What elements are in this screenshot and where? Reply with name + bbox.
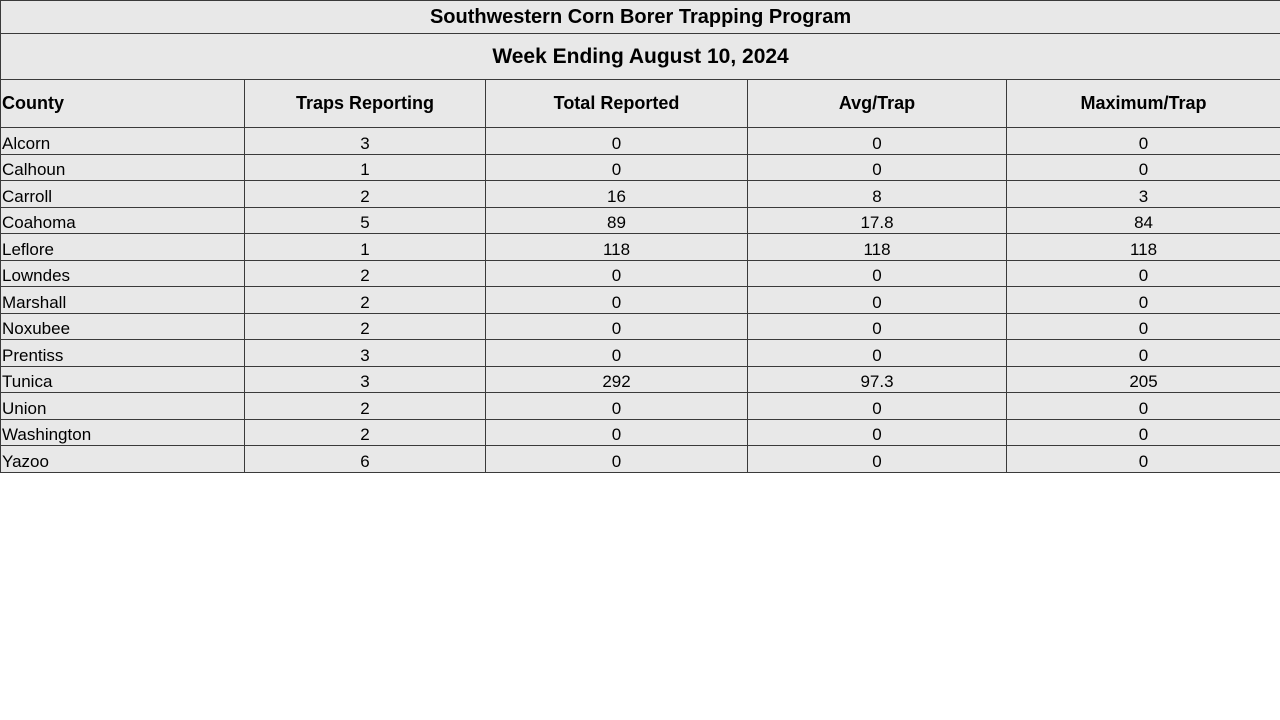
traps-reporting-cell: 2 xyxy=(245,419,486,446)
table-row xyxy=(1,313,1280,340)
column-header-avg-trap: Avg/Trap xyxy=(748,80,1007,128)
total-reported-cell: 0 xyxy=(486,154,748,181)
total-reported-cell: 16 xyxy=(486,181,748,208)
county-cell: Coahoma xyxy=(1,207,245,234)
avg-trap-cell: 0 xyxy=(748,313,1007,340)
total-reported-cell: 292 xyxy=(486,366,748,393)
report-subtitle: Week Ending August 10, 2024 xyxy=(1,34,1280,80)
table-row xyxy=(1,154,1280,181)
traps-reporting-cell: 5 xyxy=(245,207,486,234)
maximum-trap-cell: 0 xyxy=(1007,340,1280,367)
maximum-trap-cell: 3 xyxy=(1007,181,1280,208)
table-row xyxy=(1,128,1280,155)
table-row xyxy=(1,260,1280,287)
county-cell: Leflore xyxy=(1,234,245,261)
county-cell: Union xyxy=(1,393,245,420)
county-cell: Calhoun xyxy=(1,154,245,181)
table-row xyxy=(1,181,1280,208)
county-cell: Yazoo xyxy=(1,446,245,473)
total-reported-cell: 0 xyxy=(486,313,748,340)
maximum-trap-cell: 0 xyxy=(1007,446,1280,473)
county-cell: Noxubee xyxy=(1,313,245,340)
maximum-trap-cell: 0 xyxy=(1007,313,1280,340)
table-row xyxy=(1,340,1280,367)
subtitle-row xyxy=(1,34,1280,80)
total-reported-cell: 0 xyxy=(486,260,748,287)
traps-reporting-cell: 3 xyxy=(245,340,486,367)
traps-reporting-cell: 2 xyxy=(245,287,486,314)
maximum-trap-cell: 205 xyxy=(1007,366,1280,393)
avg-trap-cell: 0 xyxy=(748,287,1007,314)
table-row xyxy=(1,393,1280,420)
avg-trap-cell: 0 xyxy=(748,154,1007,181)
total-reported-cell: 0 xyxy=(486,128,748,155)
traps-reporting-cell: 6 xyxy=(245,446,486,473)
avg-trap-cell: 97.3 xyxy=(748,366,1007,393)
maximum-trap-cell: 84 xyxy=(1007,207,1280,234)
maximum-trap-cell: 0 xyxy=(1007,260,1280,287)
avg-trap-cell: 118 xyxy=(748,234,1007,261)
column-header-row xyxy=(1,80,1280,128)
report-title: Southwestern Corn Borer Trapping Program xyxy=(1,1,1280,34)
table-row xyxy=(1,234,1280,261)
avg-trap-cell: 0 xyxy=(748,419,1007,446)
total-reported-cell: 89 xyxy=(486,207,748,234)
total-reported-cell: 0 xyxy=(486,446,748,473)
avg-trap-cell: 0 xyxy=(748,393,1007,420)
total-reported-cell: 0 xyxy=(486,393,748,420)
county-cell: Tunica xyxy=(1,366,245,393)
table-body xyxy=(1,1,1280,473)
maximum-trap-cell: 0 xyxy=(1007,393,1280,420)
column-header-maximum-trap: Maximum/Trap xyxy=(1007,80,1280,128)
table-row xyxy=(1,446,1280,473)
avg-trap-cell: 8 xyxy=(748,181,1007,208)
traps-reporting-cell: 2 xyxy=(245,393,486,420)
total-reported-cell: 0 xyxy=(486,340,748,367)
maximum-trap-cell: 0 xyxy=(1007,154,1280,181)
county-cell: Carroll xyxy=(1,181,245,208)
table-row xyxy=(1,419,1280,446)
avg-trap-cell: 0 xyxy=(748,340,1007,367)
traps-reporting-cell: 2 xyxy=(245,260,486,287)
maximum-trap-cell: 118 xyxy=(1007,234,1280,261)
table-row xyxy=(1,207,1280,234)
avg-trap-cell: 0 xyxy=(748,128,1007,155)
total-reported-cell: 0 xyxy=(486,287,748,314)
maximum-trap-cell: 0 xyxy=(1007,287,1280,314)
traps-reporting-cell: 1 xyxy=(245,154,486,181)
maximum-trap-cell: 0 xyxy=(1007,128,1280,155)
table-row xyxy=(1,366,1280,393)
traps-reporting-cell: 3 xyxy=(245,128,486,155)
traps-reporting-cell: 2 xyxy=(245,313,486,340)
county-cell: Alcorn xyxy=(1,128,245,155)
traps-reporting-cell: 3 xyxy=(245,366,486,393)
maximum-trap-cell: 0 xyxy=(1007,419,1280,446)
county-cell: Marshall xyxy=(1,287,245,314)
county-cell: Prentiss xyxy=(1,340,245,367)
avg-trap-cell: 0 xyxy=(748,446,1007,473)
title-row xyxy=(1,1,1280,34)
avg-trap-cell: 17.8 xyxy=(748,207,1007,234)
county-cell: Washington xyxy=(1,419,245,446)
avg-trap-cell: 0 xyxy=(748,260,1007,287)
table-row xyxy=(1,287,1280,314)
traps-reporting-cell: 2 xyxy=(245,181,486,208)
total-reported-cell: 118 xyxy=(486,234,748,261)
column-header-county: County xyxy=(1,80,245,128)
column-header-total-reported: Total Reported xyxy=(486,80,748,128)
traps-reporting-cell: 1 xyxy=(245,234,486,261)
county-cell: Lowndes xyxy=(1,260,245,287)
column-header-traps-reporting: Traps Reporting xyxy=(245,80,486,128)
total-reported-cell: 0 xyxy=(486,419,748,446)
